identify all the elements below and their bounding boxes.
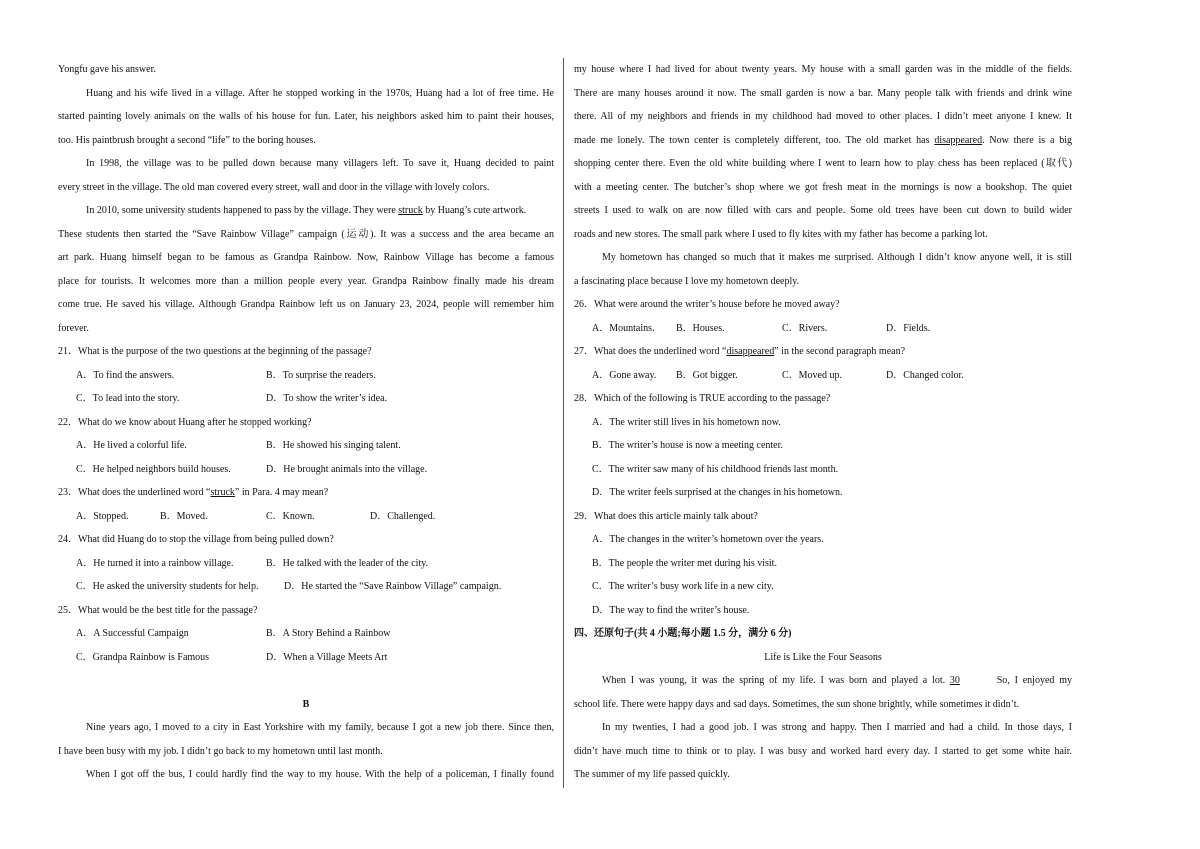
option-a[interactable]: A．Mountains. bbox=[592, 322, 655, 334]
option-a[interactable]: A．He lived a colorful life. bbox=[76, 440, 187, 451]
passage-text: These students then started the “Save Rainbow Village” campaign (运动). It was a success and the area became an bbox=[58, 228, 554, 240]
question-23-options bbox=[58, 505, 554, 529]
answer-blank-30[interactable]: 30 bbox=[949, 675, 960, 686]
option-d[interactable]: D．He started the “Save Rainbow Village” campaign. bbox=[284, 581, 502, 592]
passage-text: In 1998, the village was to be pulled down because many villagers left. To save it, Huang decided to paint bbox=[86, 158, 554, 169]
left-column bbox=[58, 58, 554, 787]
option-a[interactable]: A．Gone away. bbox=[592, 369, 657, 381]
passage-text: My hometown has changed so much that it makes me surprised. Although I didn’t know anyone well, it is still bbox=[602, 252, 1072, 263]
option-b[interactable]: B．He talked with the leader of the city. bbox=[266, 557, 429, 569]
option-c[interactable]: C．The writer’s busy work life in a new city. bbox=[592, 581, 774, 592]
underlined-word: struck bbox=[210, 487, 235, 498]
option-c[interactable]: C．Moved up. bbox=[782, 369, 842, 381]
question-21-options-ab bbox=[58, 364, 554, 388]
passage-text: Nine years ago, I moved to a city in East Yorkshire with my family, because I got a new job there. Since then, bbox=[86, 722, 554, 733]
passage-text: I have been busy with my job. I didn’t go back to my hometown until last month. bbox=[58, 745, 383, 757]
right-column bbox=[574, 58, 1072, 787]
option-a[interactable]: A．The changes in the writer’s hometown over the years. bbox=[592, 534, 824, 545]
option-b[interactable]: B．Got bigger. bbox=[676, 369, 738, 381]
option-b[interactable]: B．To surprise the readers. bbox=[266, 369, 376, 381]
question-23-stem: 23．What does the underlined word “struck” in Para. 4 may mean? bbox=[58, 487, 329, 498]
passage-text: school life. There were happy days and sad days. Sometimes, the sun shone brightly, while sometimes it didn’t. bbox=[574, 698, 1020, 710]
question-21-options-cd bbox=[58, 387, 554, 411]
option-a[interactable]: A．Stopped. bbox=[76, 510, 129, 522]
column-divider bbox=[563, 58, 564, 788]
section-b-heading: B bbox=[302, 698, 310, 710]
question-21-stem: 21．What is the purpose of the two questions at the beginning of the passage? bbox=[58, 346, 372, 357]
question-25-options-cd bbox=[58, 646, 554, 670]
option-d[interactable]: D．Fields. bbox=[886, 322, 931, 334]
passage-text: my house where I had lived for about twenty years. My house with a small garden was in the middle of the fields. bbox=[574, 64, 1072, 75]
option-b[interactable]: B．Moved. bbox=[160, 510, 208, 522]
spacer bbox=[58, 669, 554, 693]
passage-text: In my twenties, I had a good job. I was strong and happy. Then I married and had a child. In those days, I bbox=[602, 722, 1072, 733]
question-27-options bbox=[574, 364, 1072, 388]
question-26-options bbox=[574, 317, 1072, 341]
passage-text: shopping center there. Even the old white building where I went to learn how to play chess has been replaced (取代) bbox=[574, 158, 1072, 169]
passage-text: didn’t have much time to think or to play. I was busy and worked hard every day. I started to get some white hair. bbox=[574, 745, 1072, 757]
question-22-options-cd bbox=[58, 458, 554, 482]
passage-text: Huang and his wife lived in a village. After he stopped working in the 1970s, Huang had a lot of free time. He bbox=[86, 87, 554, 99]
option-d[interactable]: D．When a Village Meets Art bbox=[266, 651, 388, 663]
question-22-stem: 22．What do we know about Huang after he stopped working? bbox=[58, 416, 312, 428]
option-d[interactable]: D．Challenged. bbox=[370, 510, 436, 522]
option-c[interactable]: C．He helped neighbors build houses. bbox=[76, 463, 231, 475]
passage-text: There are many houses around it now. The small garden is now a bar. Many people talk with friends and drink wine bbox=[574, 87, 1072, 99]
passage-text: When I got off the bus, I could hardly find the way to my house. With the help of a policeman, I finally found bbox=[86, 769, 554, 780]
option-c[interactable]: C．He asked the university students for help. bbox=[76, 581, 259, 592]
passage-text: In 2010, some university students happened to pass by the village. They were struck by Huang’s cute artwork. bbox=[86, 205, 527, 216]
option-d[interactable]: D．He brought animals into the village. bbox=[266, 463, 428, 475]
question-24-options-cd bbox=[58, 575, 554, 599]
question-25-options-ab bbox=[58, 622, 554, 646]
question-29-stem: 29．What does this article mainly talk about? bbox=[574, 510, 758, 522]
option-a[interactable]: A．The writer still lives in his hometown now. bbox=[592, 416, 781, 428]
option-c[interactable]: C．Rivers. bbox=[782, 322, 828, 334]
passage-text: a fascinating place because I love my hometown deeply. bbox=[574, 275, 800, 287]
underlined-word: disappeared bbox=[726, 346, 775, 357]
option-d[interactable]: D．The way to find the writer’s house. bbox=[592, 604, 750, 616]
option-d[interactable]: D．To show the writer’s idea. bbox=[266, 393, 388, 404]
passage-text: there. All of my neighbors and friends in my childhood had moved to other places. I didn’t meet anyone I knew. It bbox=[574, 111, 1072, 122]
option-d[interactable]: D．The writer feels surprised at the changes in his hometown. bbox=[592, 487, 843, 498]
question-26-stem: 26．What were around the writer’s house before he moved away? bbox=[574, 299, 840, 310]
passage-text: Yongfu gave his answer. bbox=[58, 64, 156, 75]
option-c[interactable]: C．To lead into the story. bbox=[76, 393, 180, 404]
option-b[interactable]: B．The writer’s house is now a meeting center. bbox=[592, 440, 783, 451]
question-28-stem: 28．Which of the following is TRUE according to the passage? bbox=[574, 393, 831, 404]
question-27-stem: 27．What does the underlined word “disappeared” in the second paragraph mean? bbox=[574, 346, 906, 357]
question-25-stem: 25．What would be the best title for the passage? bbox=[58, 604, 258, 616]
section-4-heading: 四、还原句子(共 4 小题;每小题 1.5 分，满分 6 分) bbox=[574, 628, 792, 639]
option-b[interactable]: B．A Story Behind a Rainbow bbox=[266, 628, 391, 639]
question-24-stem: 24．What did Huang do to stop the village from being pulled down? bbox=[58, 534, 334, 545]
question-22-options-ab bbox=[58, 434, 554, 458]
passage-text: made me lonely. The town center is completely different, too. The old market has disappeared. Now there is a big bbox=[574, 134, 1072, 146]
option-a[interactable]: A．A Successful Campaign bbox=[76, 628, 189, 639]
passage-text: streets I used to walk on are now filled with cars and people. Some old trees have been cut down to build wider bbox=[574, 205, 1072, 216]
option-c[interactable]: C．Known. bbox=[266, 510, 315, 522]
passage-text: started painting lovely animals on the walls of his house for fun. Later, his neighbors asked him to paint their houses, bbox=[58, 111, 554, 122]
option-b[interactable]: B．He showed his singing talent. bbox=[266, 440, 401, 451]
option-a[interactable]: A．He turned it into a rainbow village. bbox=[76, 557, 234, 569]
option-b[interactable]: B．The people the writer met during his visit. bbox=[592, 557, 777, 569]
passage-text: too. His paintbrush brought a second “life” to the boring houses. bbox=[58, 134, 316, 146]
option-d[interactable]: D．Changed color. bbox=[886, 369, 964, 381]
passage-text: with a meeting center. The butcher’s shop where we got fresh meat in the mornings is now a bookshop. The quiet bbox=[574, 181, 1072, 193]
option-a[interactable]: A．To find the answers. bbox=[76, 369, 175, 381]
underlined-word: disappeared bbox=[934, 134, 983, 146]
question-24-options-ab bbox=[58, 552, 554, 576]
underlined-word: struck bbox=[398, 205, 423, 216]
passage-text: forever. bbox=[58, 322, 89, 334]
passage-text: The summer of my life passed quickly. bbox=[574, 769, 730, 780]
passage-text: roads and new stores. The small park where I used to fly kites with my father has become a parking lot. bbox=[574, 228, 988, 240]
option-b[interactable]: B．Houses. bbox=[676, 322, 725, 334]
passage-text: art park. Huang himself began to be famous as Grandpa Rainbow. Now, Rainbow Village has become a famous bbox=[58, 252, 554, 263]
passage-text: come true. He saved his village. Although Grandpa Rainbow left us on January 23, 2024, people will remember him bbox=[58, 299, 554, 310]
essay-title: Life is Like the Four Seasons bbox=[764, 651, 882, 663]
passage-text: every street in the village. The old man covered every street, wall and door in the village with lovely colors. bbox=[58, 181, 490, 193]
passage-text: place for tourists. It welcomes more than a million people every year. Grandpa Rainbow finally made his dream bbox=[58, 275, 554, 287]
option-c[interactable]: C．Grandpa Rainbow is Famous bbox=[76, 651, 210, 663]
passage-text: When I was young, it was the spring of my life. I was born and played a lot. 30 So, I enjoyed my bbox=[574, 669, 1072, 693]
option-c[interactable]: C．The writer saw many of his childhood friends last month. bbox=[592, 463, 839, 475]
